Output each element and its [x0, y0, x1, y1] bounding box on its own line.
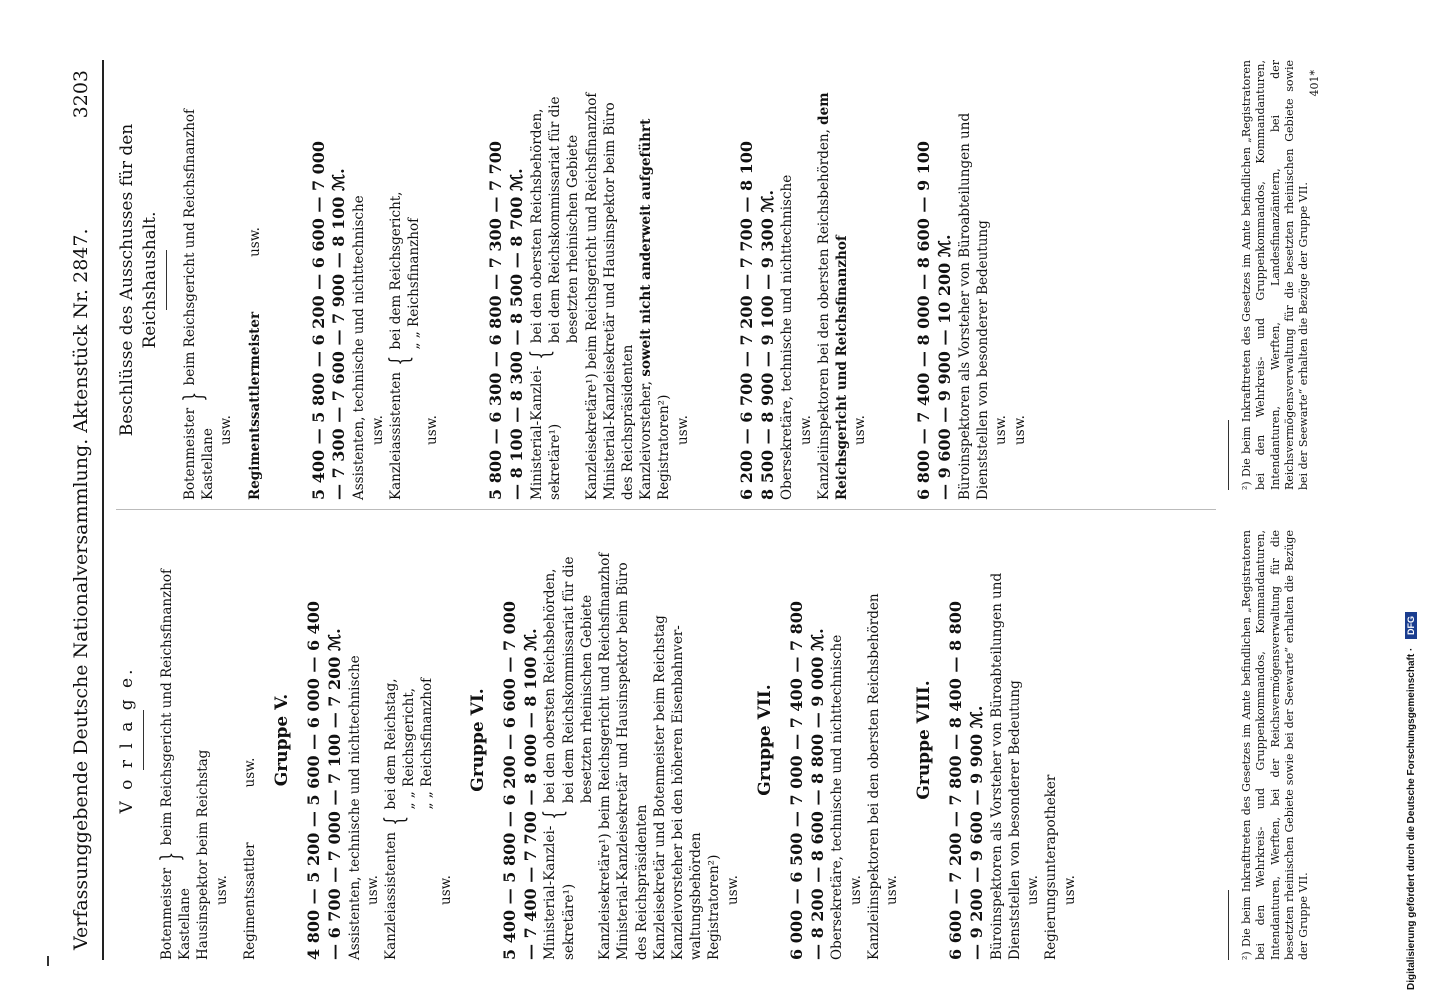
column-divider [116, 509, 1216, 510]
brace-label: Kanzleiassistenten [383, 832, 399, 960]
signature-mark: 401* [1308, 70, 1321, 97]
page-header [66, 60, 106, 960]
kanzleivorsteher-entry [637, 60, 655, 500]
salary-scale: 6 600 — 7 200 — 7 800 — 8 400 — 8 800 — 9 200 — 9 600 — 9 900 ℳ. [946, 600, 986, 960]
minkanzlei-entry [525, 60, 583, 500]
entry-text: Büroinspektoren als Vorsteher von Büroabteilungen und Dienststellen von besonderer Bedeutung [988, 572, 1023, 960]
entry-text: Assistenten, technische und nichttechnische [346, 655, 363, 960]
entry-text: Obersekretäre, technische und nichttechnische [829, 634, 846, 960]
entry-text: Registratoren²) [656, 394, 673, 500]
entry-text: Kanzleivorsteher, [638, 380, 655, 500]
usw: usw. [213, 875, 230, 905]
usw: usw. [1061, 875, 1078, 905]
margin-mark [47, 956, 49, 966]
usw: usw. [1011, 415, 1028, 445]
entry-text: Hausinspektor beim Reichstag [195, 749, 212, 960]
usw: usw. [1025, 875, 1042, 905]
kanzlei-entry [382, 520, 437, 960]
column-title: V o r l a g e. [117, 666, 137, 814]
usw: usw. [724, 875, 741, 905]
brace-text: bei den obersten Reichsbehörden, bei dem Reichskommissariat für die besetzten rheinischen Gebiete [542, 556, 595, 804]
entry-text: Kanzleisekretäre¹) beim Reichsgericht und Reichsfinanzhof Ministerial-Kanzleisekretär und Hausinspektor beim Büro des Reichspräsidenten Kanzleisekretär und Botenmeister beim Reichstag Kanzleivorsteher bei den höheren Eisenbahnver- waltungsbehörden Registratoren²) [597, 552, 723, 960]
brace-label: Botenmeister Kastellane [158, 867, 194, 960]
intro-entry [155, 520, 194, 960]
entry-text: Büroinspektoren als Vorsteher von Büroabteilungen und Dienststellen von besonderer Bedeutung [957, 112, 992, 500]
dfg-credit [1405, 10, 1427, 990]
usw: usw. [218, 415, 235, 445]
brace-glyph: { [380, 815, 410, 826]
brace-label: Ministerial-Kanzlei- sekretäre¹) [542, 825, 577, 960]
salary-scale: 6 000 — 6 500 — 7 000 — 7 400 — 7 800 — 8 200 — 8 600 — 8 800 — 9 000 ℳ. [786, 600, 827, 960]
group-heading: Gruppe VII. [754, 684, 775, 796]
entry-text: Kanzleisekretäre¹) beim Reichsgericht und Reichsfinanzhof Ministerial-Kanzleisekretär und Hausinspektor beim Büro des Reichspräsidenten [583, 92, 636, 500]
minkanzlei-entry [541, 520, 596, 960]
brace-glyph: { [539, 809, 570, 820]
usw: usw. [674, 415, 691, 445]
usw: usw. [847, 875, 864, 905]
entry-text: Kanzleiinspektoren bei den obersten Reichsbehörden [865, 593, 882, 960]
kanzleiinsp-entry [815, 60, 851, 500]
usw: usw. [364, 875, 381, 905]
title-rule [166, 250, 167, 310]
entry-text: Kanzleiinspektoren bei den obersten Reichsbehörden, [815, 124, 832, 500]
brace-label: Botenmeister Kastellane [181, 407, 217, 500]
title-rule [143, 710, 144, 770]
salary-scale: 5 400 — 5 800 — 6 200 — 6 600 — 7 000 — 7 300 — 7 600 — 7 900 — 8 100 ℳ. [308, 140, 349, 500]
entry-text-bold: soweit nicht anderweit aufgeführt [638, 118, 655, 377]
footnote-rule [1228, 890, 1229, 960]
footnote-right: ²) Die beim Inkrafttreten des Gesetzes im Amte befindlichen „Registratoren bei den Wehrkreis- und Gruppenkommandos, Kommandanturen, Intendanturen, Werften, Landesfinanzämtern, bei der Reichsvermögensverwaltung für die besetzten rheinischen Gebiete sowie bei der Seewarte“ erhalten die Bezüge der Gruppe VII. [1240, 60, 1311, 490]
regiment-entry [246, 60, 264, 500]
regiment-entry [241, 520, 259, 960]
usw: usw. [424, 415, 441, 445]
brace-glyph: } [155, 851, 186, 862]
usw: usw. [797, 415, 814, 445]
brace-text: bei dem Reichstag, „ „ Reichsgericht, „ „ Reichsfinanzhof [383, 677, 436, 810]
group-heading: Gruppe VI. [467, 688, 488, 792]
group-heading: Gruppe V. [272, 693, 293, 787]
footnote-left: ²) Die beim Inkrafttreten des Gesetzes im Amte befindlichen „Registratoren bei den Wehrkreis- und Gruppenkommandos, Kommandanturen, Intendanturen, Werften, bei der Reichsvermögensverwaltung für die besetzten rheinischen Gebiete sowie bei der Seewarte“ erhalten die Bezüge der Gruppe VII. [1240, 530, 1311, 960]
usw: usw. [369, 415, 386, 445]
salary-scale: 4 800 — 5 200 — 5 600 — 6 000 — 6 400 — 6 700 — 7 000 — 7 100 — 7 200 ℳ. [303, 600, 344, 960]
credit-text: Digitalisierung gefördert durch die Deutsche Forschungsgemeinschaft · [1406, 647, 1417, 990]
entry-text: Assistenten, technische und nichttechnische [351, 195, 368, 500]
column-vorlage [116, 520, 1079, 960]
salary-scale: 5 400 — 5 800 — 6 200 — 6 600 — 7 000 — 7 400 — 7 700 — 8 000 — 8 100 ℳ. [499, 600, 540, 960]
column-beschluesse [116, 60, 1029, 500]
page-number: 3203 [70, 70, 92, 119]
entry-text: Regimentssattler [241, 842, 258, 960]
brace-text: bei dem Reichsgericht, „ „ Reichsfinanzhof [387, 191, 422, 350]
entry-text: Regimentssattlermeister [246, 311, 263, 500]
entry-text-bold: dem Reichsgericht und Reichsfinanzhof [815, 92, 851, 500]
salary-scale: 6 200 — 6 700 — 7 200 — 7 700 — 8 100 8 500 — 8 900 — 9 100 — 9 300 ℳ. [736, 140, 777, 500]
rotated-page [58, 60, 1328, 960]
usw: usw. [437, 875, 454, 905]
header-title: Verfassunggebende Deutsche Nationalversammlung. Aktenstück Nr. 2847. [70, 228, 92, 950]
entry-text: Regierungsunterapotheker [1043, 774, 1060, 960]
brace-text: beim Reichsgericht und Reichsfinanzhof [181, 108, 198, 386]
salary-scale: 5 800 — 6 300 — 6 800 — 7 300 — 7 700 — 8 100 — 8 300 — 8 500 — 8 700 ℳ. [486, 140, 527, 500]
salary-scale: 6 800 — 7 400 — 8 000 — 8 600 — 9 100 — 9 600 — 9 900 — 10 200 ℳ. [914, 140, 955, 500]
intro-entry [178, 60, 217, 500]
brace-glyph: } [178, 391, 209, 402]
brace-label: Kanzleiassistenten [387, 372, 404, 500]
brace-text: beim Reichsgericht und Reichsfinanzhof [158, 568, 175, 846]
brace-glyph: { [384, 355, 415, 366]
entry-text: Obersekretäre, technische und nichttechnische [779, 174, 796, 500]
usw: usw. [884, 875, 900, 905]
usw: usw. [241, 757, 258, 788]
usw: usw. [852, 415, 869, 445]
brace-glyph: { [525, 349, 556, 360]
brace-text: bei den obersten Reichsbehörden, bei dem Reichskommissariat für die besetzten rheinischen Gebiete [528, 96, 582, 344]
group-heading: Gruppe VIII. [914, 680, 935, 800]
brace-label: Ministerial-Kanzlei- sekretäre¹) [528, 365, 564, 500]
dfg-logo: DFG [1405, 612, 1417, 639]
usw: usw. [993, 415, 1010, 445]
column-title: Beschlüsse des Ausschusses für den Reichshaushalt. [117, 123, 160, 437]
header-rule [102, 60, 104, 960]
kanzlei-entry [384, 60, 423, 500]
usw: usw. [246, 227, 263, 257]
footnote-rule [1228, 420, 1229, 490]
